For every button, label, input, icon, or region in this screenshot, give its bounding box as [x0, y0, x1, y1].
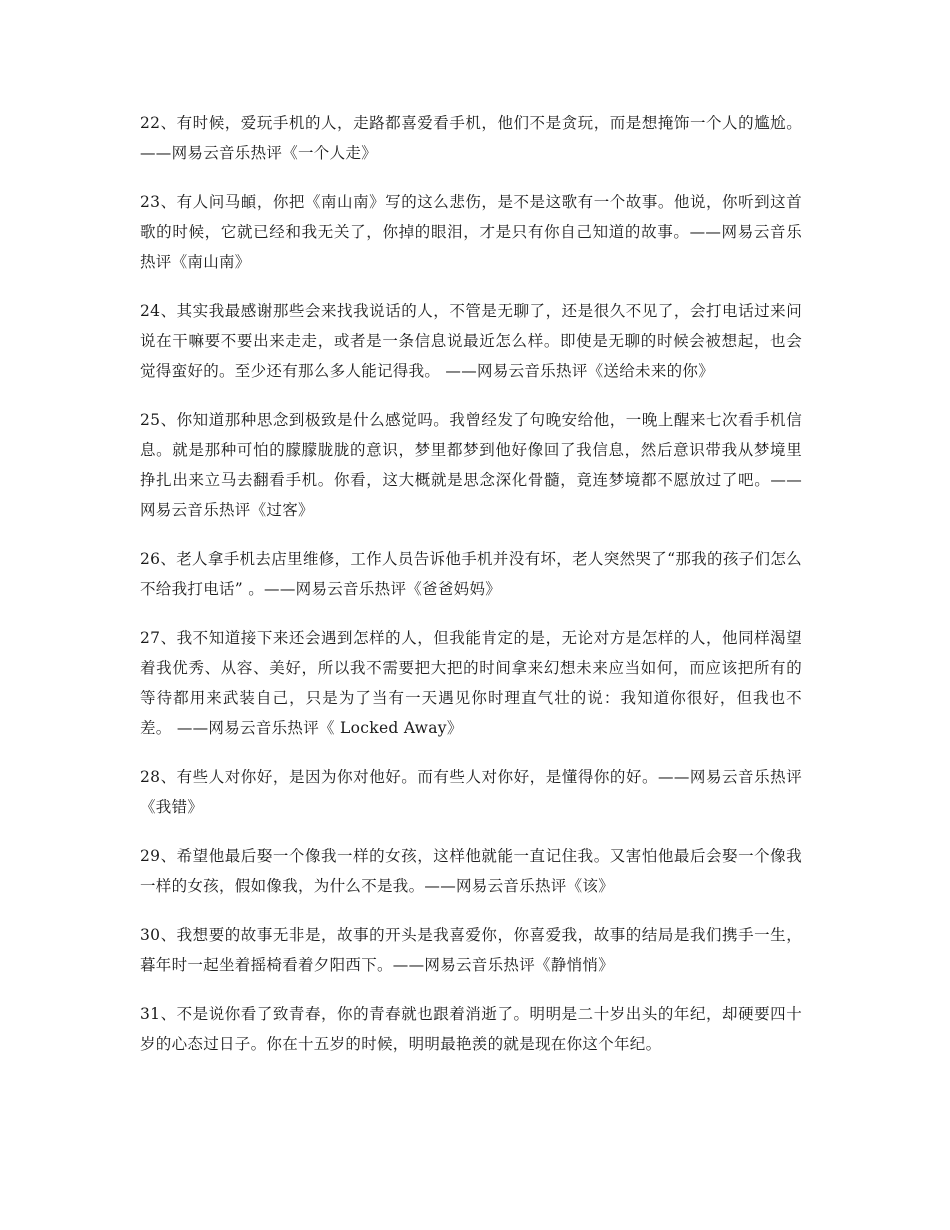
paragraph-27: 27、我不知道接下来还会遇到怎样的人，但我能肯定的是，无论对方是怎样的人，他同样渴望着我优秀、从容、美好，所以我不需要把大把的时间拿来幻想未来应当如何，而应该把所有的等待都用来武装自己，只是为了当有一天遇见你时理直气壮的说：我知道你很好，但我也不差。 ——网易云音乐热评《 Locked Away》: [140, 629, 802, 737]
paragraph-22: 22、有时候，爱玩手机的人，走路都喜爱看手机，他们不是贪玩，而是想掩饰一个人的尴尬。——网易云音乐热评《一个人走》: [140, 114, 802, 162]
paragraph-29: 29、希望他最后娶一个像我一样的女孩，这样他就能一直记住我。又害怕他最后会娶一个像我一样的女孩，假如像我，为什么不是我。——网易云音乐热评《该》: [140, 847, 802, 895]
paragraph-30: 30、我想要的故事无非是，故事的开头是我喜爱你，你喜爱我，故事的结局是我们携手一生，暮年时一起坐着摇椅看着夕阳西下。——网易云音乐热评《静悄悄》: [140, 926, 802, 974]
paragraph-28: 28、有些人对你好，是因为你对他好。而有些人对你好，是懂得你的好。——网易云音乐热评《我错》: [140, 768, 802, 816]
paragraph-25: 25、你知道那种思念到极致是什么感觉吗。我曾经发了句晚安给他，一晚上醒来七次看手机信息。就是那种可怕的朦朦胧胧的意识，梦里都梦到他好像回了我信息，然后意识带我从梦境里挣扎出来立马去翻看手机。你看，这大概就是思念深化骨髓，竟连梦境都不愿放过了吧。——网易云音乐热评《过客》: [140, 411, 802, 519]
paragraph-26: 26、老人拿手机去店里维修，工作人员告诉他手机并没有坏，老人突然哭了“那我的孩子们怎么不给我打电话” 。——网易云音乐热评《爸爸妈妈》: [140, 550, 802, 598]
paragraph-23: 23、有人问马頔，你把《南山南》写的这么悲伤，是不是这歌有一个故事。他说，你听到这首歌的时候，它就已经和我无关了，你掉的眼泪，才是只有你自己知道的故事。——网易云音乐热评《南山南》: [140, 193, 802, 271]
document-page: [140, 108, 802, 1078]
paragraph-24: 24、其实我最感谢那些会来找我说话的人，不管是无聊了，还是很久不见了，会打电话过来问说在干嘛要不要出来走走，或者是一条信息说最近怎么样。即使是无聊的时候会被想起，也会觉得蛮好的。至少还有那么多人能记得我。 ——网易云音乐热评《送给未来的你》: [140, 302, 802, 380]
paragraph-31: 31、不是说你看了致青春，你的青春就也跟着消逝了。明明是二十岁出头的年纪，却硬要四十岁的心态过日子。你在十五岁的时候，明明最艳羡的就是现在你这个年纪。: [140, 1005, 802, 1053]
